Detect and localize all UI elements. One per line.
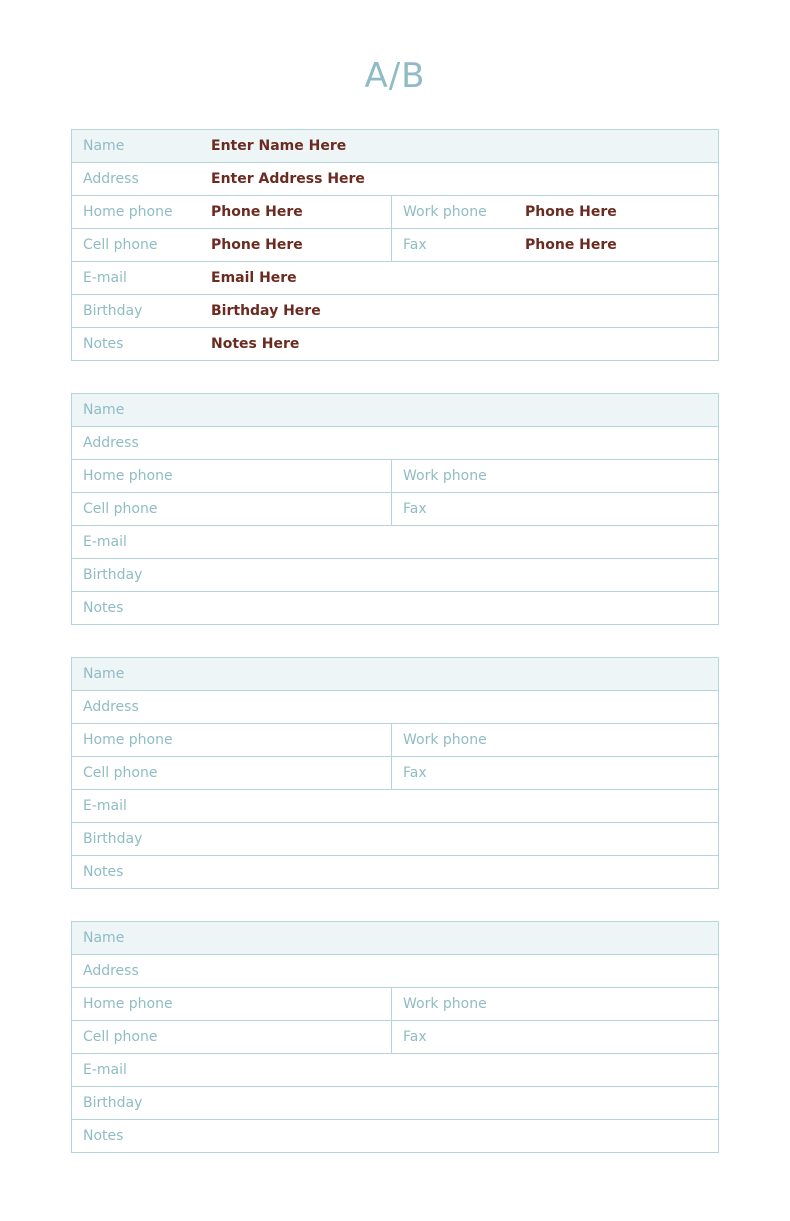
birthday-label: Birthday (83, 1095, 143, 1111)
name-label: Name (83, 402, 125, 418)
cell-phone-field[interactable]: Phone Here (211, 237, 303, 253)
address-row (72, 162, 718, 195)
fax-label: Fax (403, 765, 427, 781)
fax-label: Fax (403, 1029, 427, 1045)
name-label: Name (83, 666, 125, 682)
address-label: Address (83, 171, 139, 187)
notes-label: Notes (83, 336, 124, 352)
email-row (72, 525, 718, 558)
email-label: E-mail (83, 798, 127, 814)
notes-row (72, 591, 718, 624)
notes-row (72, 855, 718, 888)
notes-label: Notes (83, 864, 124, 880)
name-row (72, 130, 718, 162)
work-phone-label: Work phone (403, 468, 487, 484)
contact-card (71, 129, 719, 361)
notes-label: Notes (83, 600, 124, 616)
name-label: Name (83, 138, 125, 154)
email-label: E-mail (83, 270, 127, 286)
birthday-row (72, 1086, 718, 1119)
contact-card (71, 393, 719, 625)
fax-field[interactable]: Phone Here (525, 237, 617, 253)
address-row (72, 426, 718, 459)
phone-row (72, 459, 718, 492)
birthday-label: Birthday (83, 567, 143, 583)
notes-field[interactable]: Notes Here (211, 336, 300, 352)
fax-label: Fax (403, 501, 427, 517)
contact-card (71, 657, 719, 889)
home-phone-label: Home phone (83, 732, 173, 748)
address-row (72, 954, 718, 987)
phone-row (72, 987, 718, 1020)
notes-row (72, 1119, 718, 1152)
work-phone-field[interactable]: Phone Here (525, 204, 617, 220)
birthday-row (72, 558, 718, 591)
birthday-row (72, 294, 718, 327)
fax-label: Fax (403, 237, 427, 253)
name-field[interactable]: Enter Name Here (211, 138, 347, 154)
address-row (72, 690, 718, 723)
email-row (72, 1053, 718, 1086)
email-label: E-mail (83, 1062, 127, 1078)
email-label: E-mail (83, 534, 127, 550)
home-phone-field[interactable]: Phone Here (211, 204, 303, 220)
work-phone-label: Work phone (403, 996, 487, 1012)
cell-fax-row (72, 1020, 718, 1053)
cell-phone-label: Cell phone (83, 1029, 158, 1045)
home-phone-label: Home phone (83, 204, 173, 220)
home-phone-label: Home phone (83, 996, 173, 1012)
work-phone-label: Work phone (403, 204, 487, 220)
page-title: A/B (364, 56, 426, 96)
address-label: Address (83, 963, 139, 979)
notes-row (72, 327, 718, 360)
cell-fax-row (72, 228, 718, 261)
email-row (72, 789, 718, 822)
cell-phone-label: Cell phone (83, 765, 158, 781)
address-label: Address (83, 699, 139, 715)
name-row (72, 922, 718, 954)
name-row (72, 394, 718, 426)
work-phone-label: Work phone (403, 732, 487, 748)
address-field[interactable]: Enter Address Here (211, 171, 365, 187)
phone-row (72, 195, 718, 228)
cell-fax-row (72, 492, 718, 525)
cell-phone-label: Cell phone (83, 237, 158, 253)
birthday-label: Birthday (83, 831, 143, 847)
name-label: Name (83, 930, 125, 946)
phone-row (72, 723, 718, 756)
birthday-row (72, 822, 718, 855)
cell-phone-label: Cell phone (83, 501, 158, 517)
address-label: Address (83, 435, 139, 451)
birthday-label: Birthday (83, 303, 143, 319)
email-row (72, 261, 718, 294)
contact-card (71, 921, 719, 1153)
notes-label: Notes (83, 1128, 124, 1144)
birthday-field[interactable]: Birthday Here (211, 303, 321, 319)
home-phone-label: Home phone (83, 468, 173, 484)
cell-fax-row (72, 756, 718, 789)
email-field[interactable]: Email Here (211, 270, 297, 286)
name-row (72, 658, 718, 690)
